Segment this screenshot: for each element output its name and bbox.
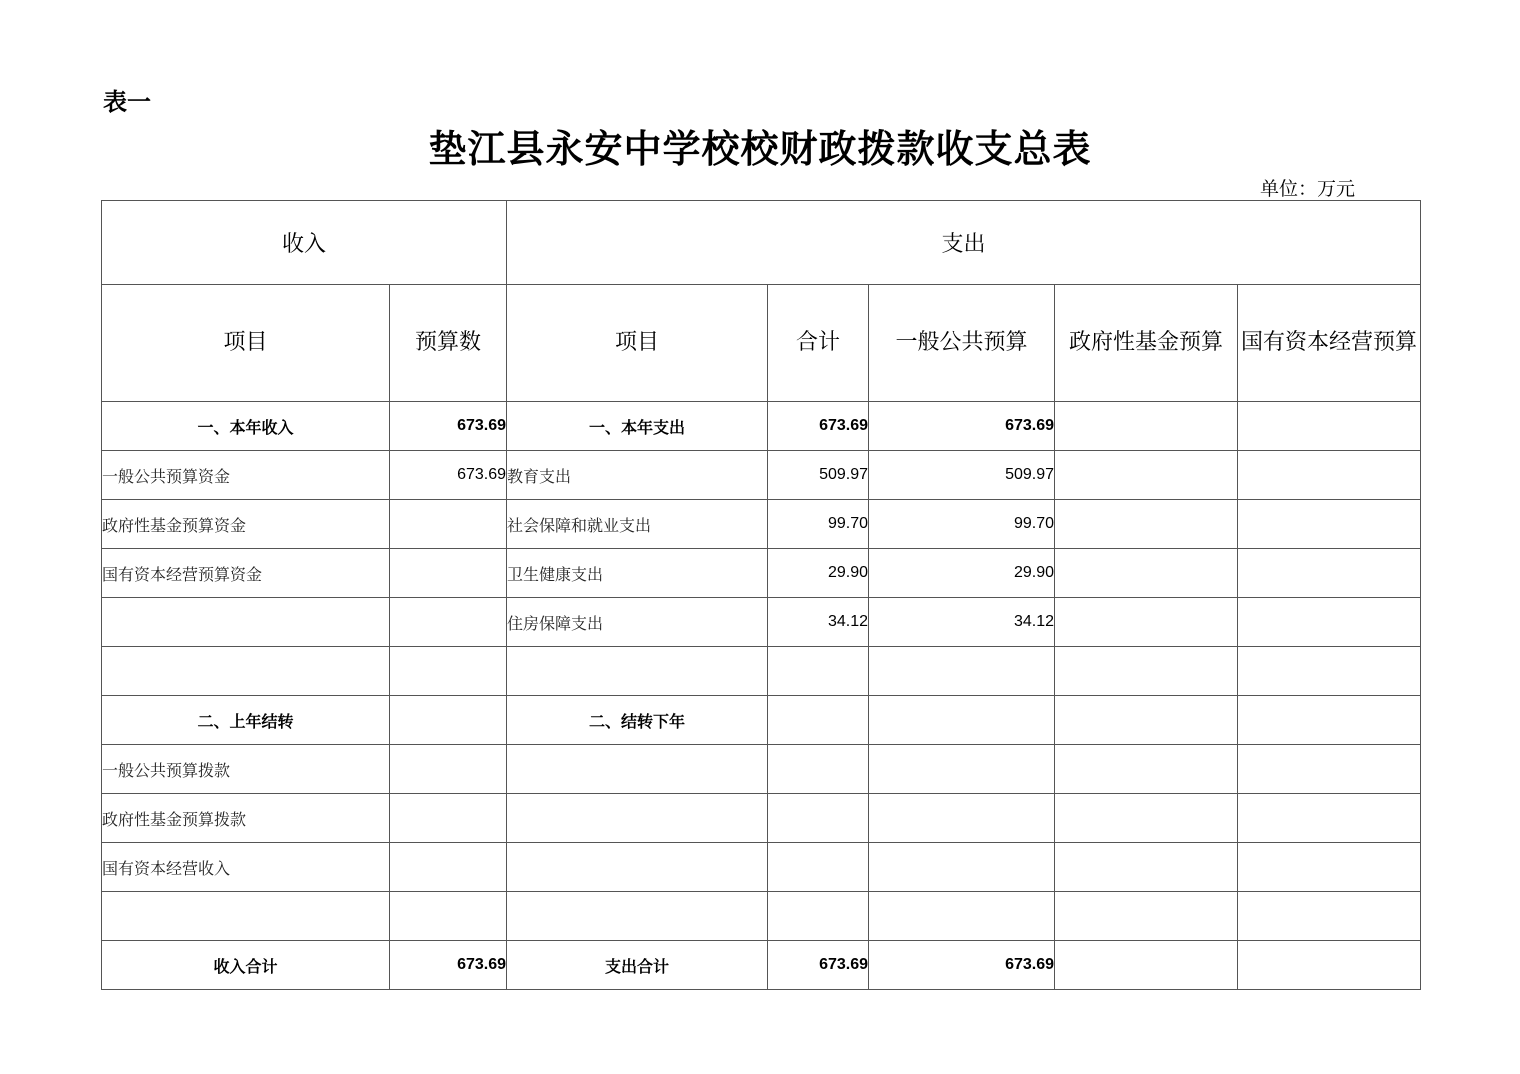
table-row — [102, 598, 1421, 647]
cell-general-budget: 29.90 — [869, 549, 1055, 598]
cell-fund-budget — [1055, 500, 1238, 549]
cell-capital-budget — [1238, 647, 1421, 696]
cell-total: 99.70 — [768, 500, 869, 549]
cell-expense-item: 教育支出 — [507, 451, 768, 500]
cell-fund-budget — [1055, 598, 1238, 647]
cell-total — [768, 794, 869, 843]
table-row — [102, 941, 1421, 990]
col-general-budget: 一般公共预算 — [869, 285, 1055, 402]
cell-income-item: 一般公共预算资金 — [102, 451, 390, 500]
cell-income-item: 一般公共预算拨款 — [102, 745, 390, 794]
cell-expense-item — [507, 843, 768, 892]
cell-income-amount — [390, 696, 507, 745]
table-row — [102, 843, 1421, 892]
cell-expense-item — [507, 892, 768, 941]
cell-fund-budget — [1055, 745, 1238, 794]
table-row — [102, 696, 1421, 745]
col-expense-item: 项目 — [507, 285, 768, 402]
header-row-1 — [102, 201, 1421, 285]
table-row — [102, 794, 1421, 843]
cell-general-budget — [869, 647, 1055, 696]
cell-income-item: 二、上年结转 — [102, 696, 390, 745]
cell-income-item: 一、本年收入 — [102, 402, 390, 451]
cell-total: 34.12 — [768, 598, 869, 647]
cell-general-budget: 673.69 — [869, 941, 1055, 990]
col-income-amount: 预算数 — [390, 285, 507, 402]
cell-income-amount — [390, 647, 507, 696]
cell-total: 673.69 — [768, 402, 869, 451]
cell-income-item: 政府性基金预算拨款 — [102, 794, 390, 843]
cell-expense-item: 一、本年支出 — [507, 402, 768, 451]
header-row-2 — [102, 285, 1421, 402]
table-row — [102, 451, 1421, 500]
cell-fund-budget — [1055, 794, 1238, 843]
table-row — [102, 647, 1421, 696]
cell-capital-budget — [1238, 892, 1421, 941]
cell-fund-budget — [1055, 549, 1238, 598]
col-capital-budget: 国有资本经营预算 — [1238, 285, 1421, 402]
cell-total — [768, 745, 869, 794]
cell-total — [768, 696, 869, 745]
col-total: 合计 — [768, 285, 869, 402]
cell-income-amount — [390, 745, 507, 794]
table-label: 表一 — [103, 88, 151, 116]
page-title: 垫江县永安中学校校财政拨款收支总表 — [428, 126, 1092, 171]
cell-total — [768, 843, 869, 892]
cell-fund-budget — [1055, 843, 1238, 892]
cell-general-budget — [869, 843, 1055, 892]
cell-capital-budget — [1238, 598, 1421, 647]
cell-income-item: 收入合计 — [102, 941, 390, 990]
cell-capital-budget — [1238, 402, 1421, 451]
cell-general-budget: 99.70 — [869, 500, 1055, 549]
cell-income-item: 国有资本经营预算资金 — [102, 549, 390, 598]
cell-general-budget — [869, 892, 1055, 941]
cell-general-budget: 673.69 — [869, 402, 1055, 451]
col-fund-budget: 政府性基金预算 — [1055, 285, 1238, 402]
cell-expense-item: 二、结转下年 — [507, 696, 768, 745]
cell-fund-budget — [1055, 402, 1238, 451]
cell-expense-item: 卫生健康支出 — [507, 549, 768, 598]
cell-capital-budget — [1238, 941, 1421, 990]
cell-fund-budget — [1055, 941, 1238, 990]
cell-income-item — [102, 598, 390, 647]
cell-income-amount — [390, 598, 507, 647]
cell-total: 673.69 — [768, 941, 869, 990]
cell-income-amount — [390, 843, 507, 892]
income-header: 收入 — [102, 201, 507, 285]
cell-general-budget — [869, 794, 1055, 843]
cell-capital-budget — [1238, 500, 1421, 549]
unit-label: 单位：万元 — [1260, 178, 1356, 200]
table-row — [102, 500, 1421, 549]
cell-total: 509.97 — [768, 451, 869, 500]
cell-capital-budget — [1238, 696, 1421, 745]
cell-fund-budget — [1055, 696, 1238, 745]
cell-income-item: 国有资本经营收入 — [102, 843, 390, 892]
cell-fund-budget — [1055, 647, 1238, 696]
cell-capital-budget — [1238, 451, 1421, 500]
cell-total — [768, 892, 869, 941]
table-row — [102, 745, 1421, 794]
cell-income-item — [102, 647, 390, 696]
cell-income-amount: 673.69 — [390, 402, 507, 451]
cell-total — [768, 647, 869, 696]
cell-income-amount — [390, 549, 507, 598]
cell-expense-item: 社会保障和就业支出 — [507, 500, 768, 549]
cell-fund-budget — [1055, 451, 1238, 500]
cell-general-budget — [869, 696, 1055, 745]
cell-general-budget: 34.12 — [869, 598, 1055, 647]
cell-total: 29.90 — [768, 549, 869, 598]
cell-capital-budget — [1238, 843, 1421, 892]
col-income-item: 项目 — [102, 285, 390, 402]
expense-header: 支出 — [507, 201, 1421, 285]
cell-income-item: 政府性基金预算资金 — [102, 500, 390, 549]
cell-expense-item — [507, 647, 768, 696]
cell-general-budget — [869, 745, 1055, 794]
cell-income-item — [102, 892, 390, 941]
cell-general-budget: 509.97 — [869, 451, 1055, 500]
cell-capital-budget — [1238, 745, 1421, 794]
cell-income-amount — [390, 500, 507, 549]
cell-income-amount: 673.69 — [390, 941, 507, 990]
cell-expense-item: 住房保障支出 — [507, 598, 768, 647]
cell-income-amount — [390, 794, 507, 843]
cell-expense-item — [507, 794, 768, 843]
cell-fund-budget — [1055, 892, 1238, 941]
table-row — [102, 549, 1421, 598]
cell-expense-item: 支出合计 — [507, 941, 768, 990]
table-row — [102, 402, 1421, 451]
cell-expense-item — [507, 745, 768, 794]
table-row — [102, 892, 1421, 941]
cell-capital-budget — [1238, 794, 1421, 843]
cell-capital-budget — [1238, 549, 1421, 598]
cell-income-amount: 673.69 — [390, 451, 507, 500]
cell-income-amount — [390, 892, 507, 941]
budget-table — [101, 200, 1421, 990]
